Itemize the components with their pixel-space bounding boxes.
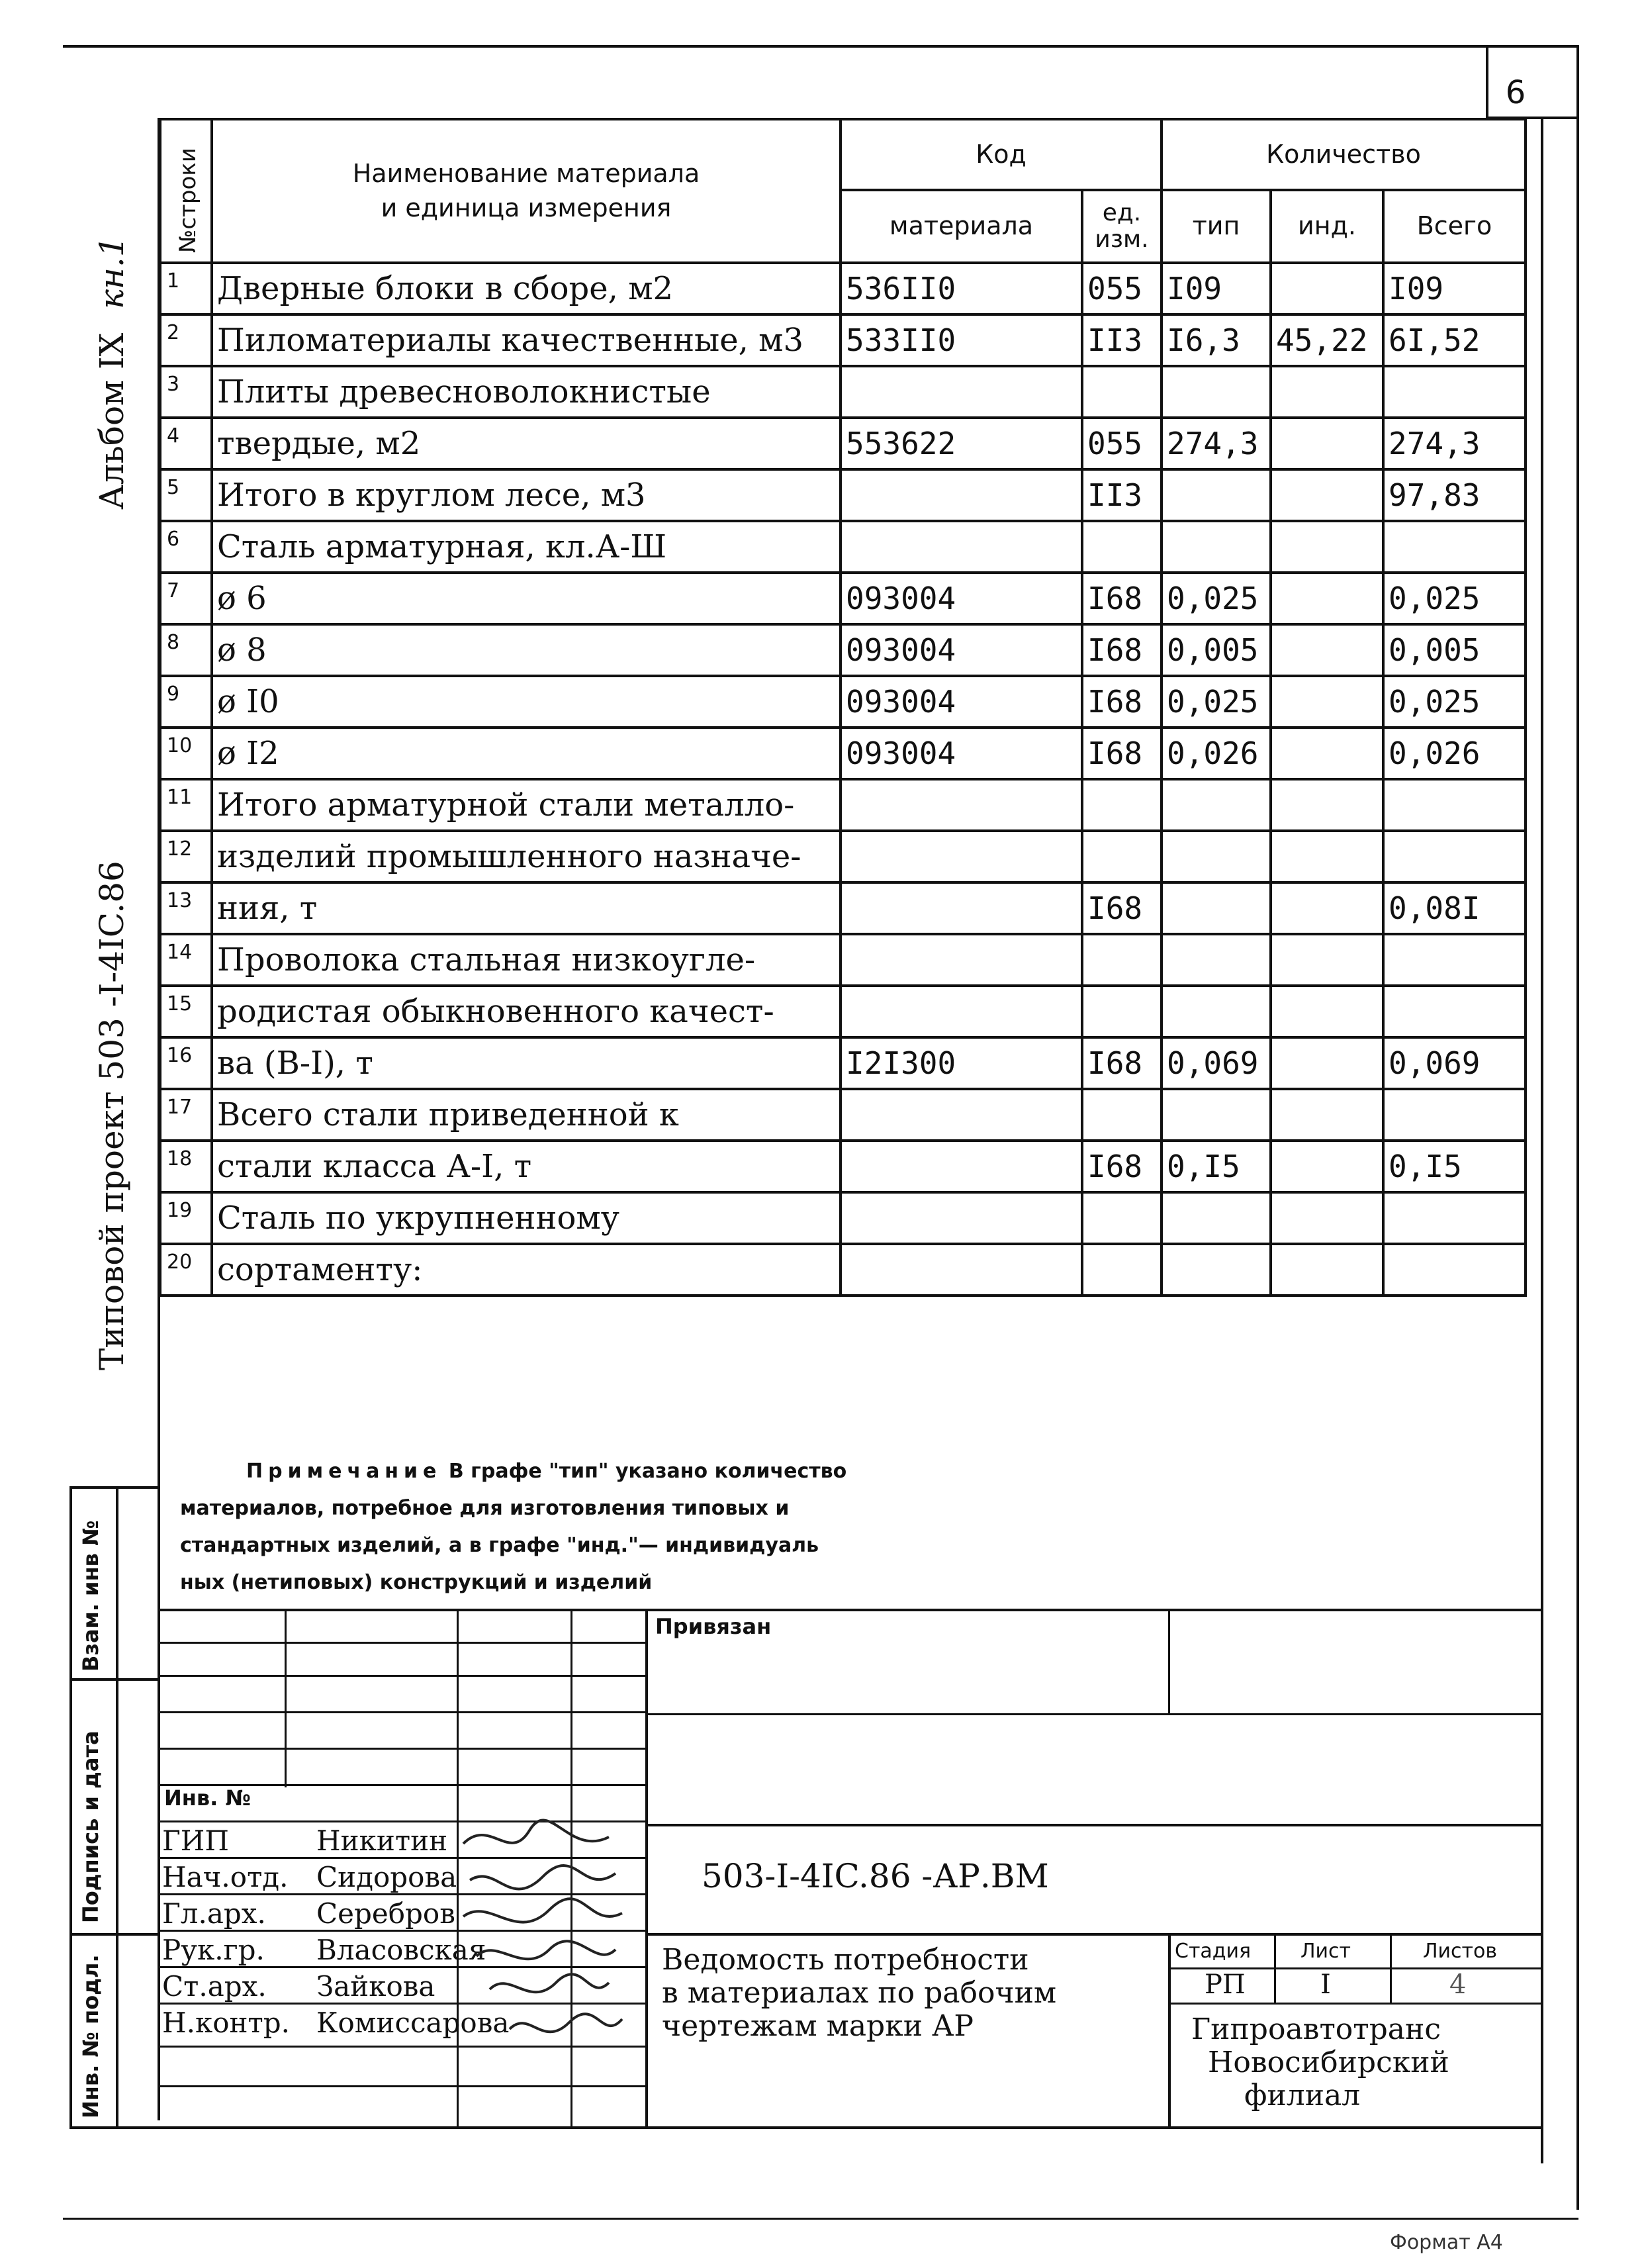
row-unit: I68 [1082,573,1162,624]
note-line-3: стандартных изделий, а в графе "инд."— индивидуаль [180,1534,819,1557]
table-row [160,676,1526,728]
sheets-label: Листов [1423,1940,1498,1963]
row-unit [1082,366,1162,418]
row-name: твердые, м2 [212,418,841,469]
tb-left-cols-1 [285,1609,287,1787]
row-number: 6 [160,521,212,573]
row-total [1383,779,1526,831]
row-unit: II3 [1082,469,1162,521]
row-code [841,779,1082,831]
row-unit [1082,1244,1162,1296]
row-code: 093004 [841,728,1082,779]
row-ind [1271,882,1383,934]
row-ind [1271,263,1383,314]
row-number: 11 [160,779,212,831]
header-qty-total: Всего [1383,190,1526,263]
album-text: Альбом IX [93,332,131,510]
row-code: 093004 [841,676,1082,728]
row-name: родистая обыкновенного качест- [212,986,841,1037]
header-name [212,119,841,263]
stamp-col-left [69,1486,72,2128]
stamp-sep-1 [69,1678,159,1681]
header-name-line1: Наименование материала [352,159,700,189]
row-code [841,366,1082,418]
side-label-podpis: Подпись и дата [78,1730,103,1923]
row-type [1162,366,1271,418]
tb-row-line-2 [158,1675,647,1677]
row-total [1383,986,1526,1037]
row-number: 10 [160,728,212,779]
signer-role: ГИП [162,1824,230,1857]
signer-name: Комиссарова [316,2007,510,2039]
table-row [160,1141,1526,1192]
row-name: ва (В-I), т [212,1037,841,1089]
row-ind [1271,1244,1383,1296]
row-total [1383,1244,1526,1296]
tb-stage-sep1 [1274,1933,1276,2005]
row-unit [1082,521,1162,573]
signer-role: Н.контр. [162,2007,290,2039]
note-label: Примечание [246,1460,442,1483]
row-type [1162,1089,1271,1141]
row-type [1162,521,1271,573]
privyazan-label: Привязан [655,1614,772,1639]
tb-stage-sep2 [1390,1933,1392,2005]
org-line-2: Новосибирский [1208,2046,1449,2079]
row-ind [1271,418,1383,469]
page-number: 6 [1505,74,1526,111]
row-number: 14 [160,934,212,986]
header-qty-type: тип [1162,190,1271,263]
margin-album-label [93,236,131,510]
table-row [160,1192,1526,1244]
header-row-no-cell [160,119,212,263]
doc-title-3: чертежам марки АР [662,2009,974,2043]
row-type: 0,069 [1162,1037,1271,1089]
side-label-inv-podl: Инв. № подл. [78,1954,103,2118]
sheets-value: 4 [1449,1969,1467,2000]
row-type: 0,026 [1162,728,1271,779]
signer-name: Зайкова [316,1970,435,2003]
row-name: Проволока стальная низкоугле- [212,934,841,986]
table-row [160,882,1526,934]
row-ind [1271,624,1383,676]
row-total: 0,025 [1383,573,1526,624]
row-total: 0,026 [1383,728,1526,779]
row-ind [1271,1037,1383,1089]
row-number: 5 [160,469,212,521]
row-total: 6I,52 [1383,314,1526,366]
row-unit: I68 [1082,1141,1162,1192]
sheet-label: Лист [1300,1940,1351,1963]
row-total: 0,005 [1383,624,1526,676]
frame-right-line [1576,45,1579,2210]
row-type [1162,934,1271,986]
sheet-value: I [1320,1969,1331,2000]
row-number: 12 [160,831,212,882]
table-row [160,728,1526,779]
row-code: 093004 [841,624,1082,676]
table-row [160,624,1526,676]
row-number: 3 [160,366,212,418]
row-type [1162,779,1271,831]
tb-privyazan-col [1168,1609,1170,1715]
row-name: Сталь по укрупненному [212,1192,841,1244]
header-code-material: материала [841,190,1082,263]
row-total [1383,521,1526,573]
signer-role: Рук.гр. [162,1934,265,1966]
tb-row-line-4 [158,1748,647,1750]
table-row [160,934,1526,986]
signer-name: Серебров [316,1897,455,1930]
row-name: ø I2 [212,728,841,779]
stamp-col-divider [116,1486,118,2128]
row-number: 17 [160,1089,212,1141]
row-name: ø 6 [212,573,841,624]
row-total: 0,08I [1383,882,1526,934]
row-name: ния, т [212,882,841,934]
signer-name: Власовская [316,1934,486,1966]
inv-no-label: Инв. № [164,1785,251,1811]
row-unit: I68 [1082,624,1162,676]
row-total: 0,025 [1383,676,1526,728]
frame-right-line-inner [1541,118,1543,2163]
doc-title-1: Ведомость потребности [662,1943,1029,1977]
row-unit [1082,779,1162,831]
tb-stage-col [1168,1933,1171,2128]
table-row [160,779,1526,831]
row-type: 0,025 [1162,676,1271,728]
row-name: Дверные блоки в сборе, м2 [212,263,841,314]
row-unit [1082,986,1162,1037]
header-code: Код [841,119,1162,190]
note-line-2: материалов, потребное для изготовления типовых и [180,1497,790,1520]
row-total [1383,1089,1526,1141]
header-quantity: Количество [1162,119,1526,190]
row-name: Итого арматурной стали металло- [212,779,841,831]
row-number: 13 [160,882,212,934]
stage-label: Стадия [1175,1940,1252,1963]
signer-role: Ст.арх. [162,1970,267,2003]
header-row-no: №строки [175,148,201,253]
side-label-vzam: Взам. инв № [78,1520,103,1672]
materials-table [159,118,1527,1297]
row-ind [1271,728,1383,779]
table-row [160,831,1526,882]
table-row [160,314,1526,366]
row-name: изделий промышленного назначе- [212,831,841,882]
row-name: стали класса А-I, т [212,1141,841,1192]
row-type: 0,I5 [1162,1141,1271,1192]
signer-role: Гл.арх. [162,1897,266,1930]
doc-code: 503-I-4IC.86 -АР.ВМ [702,1857,1049,1895]
row-code [841,986,1082,1037]
table-body [160,263,1526,1296]
row-number: 19 [160,1192,212,1244]
row-unit: 055 [1082,418,1162,469]
tb-row-line-13 [158,2085,647,2087]
row-total: I09 [1383,263,1526,314]
row-total [1383,1192,1526,1244]
row-ind [1271,573,1383,624]
margin-project-label: Типовой проект 503 -I-4IC.86 [93,861,131,1370]
org-line-1: Гипроавтотранс [1191,2012,1441,2046]
note-line-4: ных (нетиповых) конструкций и изделий [180,1571,653,1594]
row-type: 0,005 [1162,624,1271,676]
row-number: 8 [160,624,212,676]
table-row [160,573,1526,624]
row-total [1383,366,1526,418]
row-name: Итого в круглом лесе, м3 [212,469,841,521]
table-row [160,521,1526,573]
row-type [1162,882,1271,934]
table-row [160,1037,1526,1089]
signer-name: Никитин [316,1824,448,1857]
row-total: 274,3 [1383,418,1526,469]
stage-value: РП [1205,1969,1246,2000]
row-ind [1271,831,1383,882]
table-row [160,366,1526,418]
row-unit [1082,934,1162,986]
row-name: сортаменту: [212,1244,841,1296]
row-name: Сталь арматурная, кл.А-Ш [212,521,841,573]
row-code: 536II0 [841,263,1082,314]
row-code [841,934,1082,986]
row-code [841,1089,1082,1141]
table-row [160,1089,1526,1141]
row-ind [1271,366,1383,418]
row-code: 533II0 [841,314,1082,366]
row-ind [1271,1141,1383,1192]
note [180,1453,1007,1601]
row-code [841,882,1082,934]
row-unit: I68 [1082,1037,1162,1089]
stamp-col-bottom [69,2126,1542,2129]
tb-top [158,1609,1542,1611]
table-row [160,469,1526,521]
row-name: ø 8 [212,624,841,676]
row-number: 1 [160,263,212,314]
header-name-line2: и единица измерения [381,193,672,222]
tb-code-top [645,1824,1542,1826]
row-unit: 055 [1082,263,1162,314]
stamp-sep-2 [69,1933,159,1936]
row-code [841,521,1082,573]
frame-top-line [63,45,1578,48]
format-label: Формат А4 [1390,2231,1503,2254]
row-number: 2 [160,314,212,366]
row-name: Всего стали приведенной к [212,1089,841,1141]
row-unit [1082,1192,1162,1244]
row-ind [1271,934,1383,986]
row-ind [1271,1192,1383,1244]
row-ind [1271,676,1383,728]
row-total: 0,I5 [1383,1141,1526,1192]
tb-row-line-3 [158,1711,647,1713]
header-code-unit: ед. изм. [1082,190,1162,263]
frame-bottom-line [63,2218,1578,2220]
row-unit: I68 [1082,728,1162,779]
row-code: 553622 [841,418,1082,469]
row-code [841,1141,1082,1192]
table-row [160,986,1526,1037]
row-name: Пиломатериалы качественные, м3 [212,314,841,366]
row-code [841,1192,1082,1244]
album-handwritten: кн.1 [93,236,131,309]
row-type: I6,3 [1162,314,1271,366]
stamp-col-top [69,1486,159,1489]
signer-name: Сидорова [316,1861,457,1893]
row-number: 18 [160,1141,212,1192]
row-total: 0,069 [1383,1037,1526,1089]
row-type: 274,3 [1162,418,1271,469]
row-number: 15 [160,986,212,1037]
row-ind [1271,521,1383,573]
row-unit: I68 [1082,676,1162,728]
row-type [1162,831,1271,882]
row-total [1383,934,1526,986]
signer-role: Нач.отд. [162,1861,289,1893]
row-code [841,1244,1082,1296]
row-ind [1271,469,1383,521]
tb-privyazan-bottom [645,1713,1542,1715]
row-ind [1271,779,1383,831]
row-number: 20 [160,1244,212,1296]
row-type: I09 [1162,263,1271,314]
row-ind: 45,22 [1271,314,1383,366]
row-type [1162,1244,1271,1296]
row-total: 97,83 [1383,469,1526,521]
row-type [1162,469,1271,521]
row-code [841,469,1082,521]
row-unit [1082,831,1162,882]
row-name: Плиты древесноволокнистые [212,366,841,418]
note-line1-text: В графе "тип" указано количество [448,1460,847,1483]
tb-code-bottom [645,1933,1542,1936]
row-unit: II3 [1082,314,1162,366]
doc-title-2: в материалах по рабочим [662,1976,1057,2010]
tb-stage-row2 [1168,2003,1542,2005]
row-code [841,831,1082,882]
row-code: 093004 [841,573,1082,624]
table-row [160,418,1526,469]
row-total [1383,831,1526,882]
table-row [160,1244,1526,1296]
org-line-3: филиал [1244,2079,1361,2112]
row-number: 7 [160,573,212,624]
row-unit [1082,1089,1162,1141]
row-ind [1271,986,1383,1037]
tb-row-line-1 [158,1642,647,1644]
row-name: ø I0 [212,676,841,728]
note-line-1 [180,1453,1007,1490]
signature-scribbles [450,1817,649,2069]
row-number: 16 [160,1037,212,1089]
row-number: 9 [160,676,212,728]
row-ind [1271,1089,1383,1141]
row-number: 4 [160,418,212,469]
header-qty-ind: инд. [1271,190,1383,263]
table-row [160,263,1526,314]
row-type [1162,1192,1271,1244]
row-type [1162,986,1271,1037]
row-type: 0,025 [1162,573,1271,624]
row-code: I2I300 [841,1037,1082,1089]
row-unit: I68 [1082,882,1162,934]
